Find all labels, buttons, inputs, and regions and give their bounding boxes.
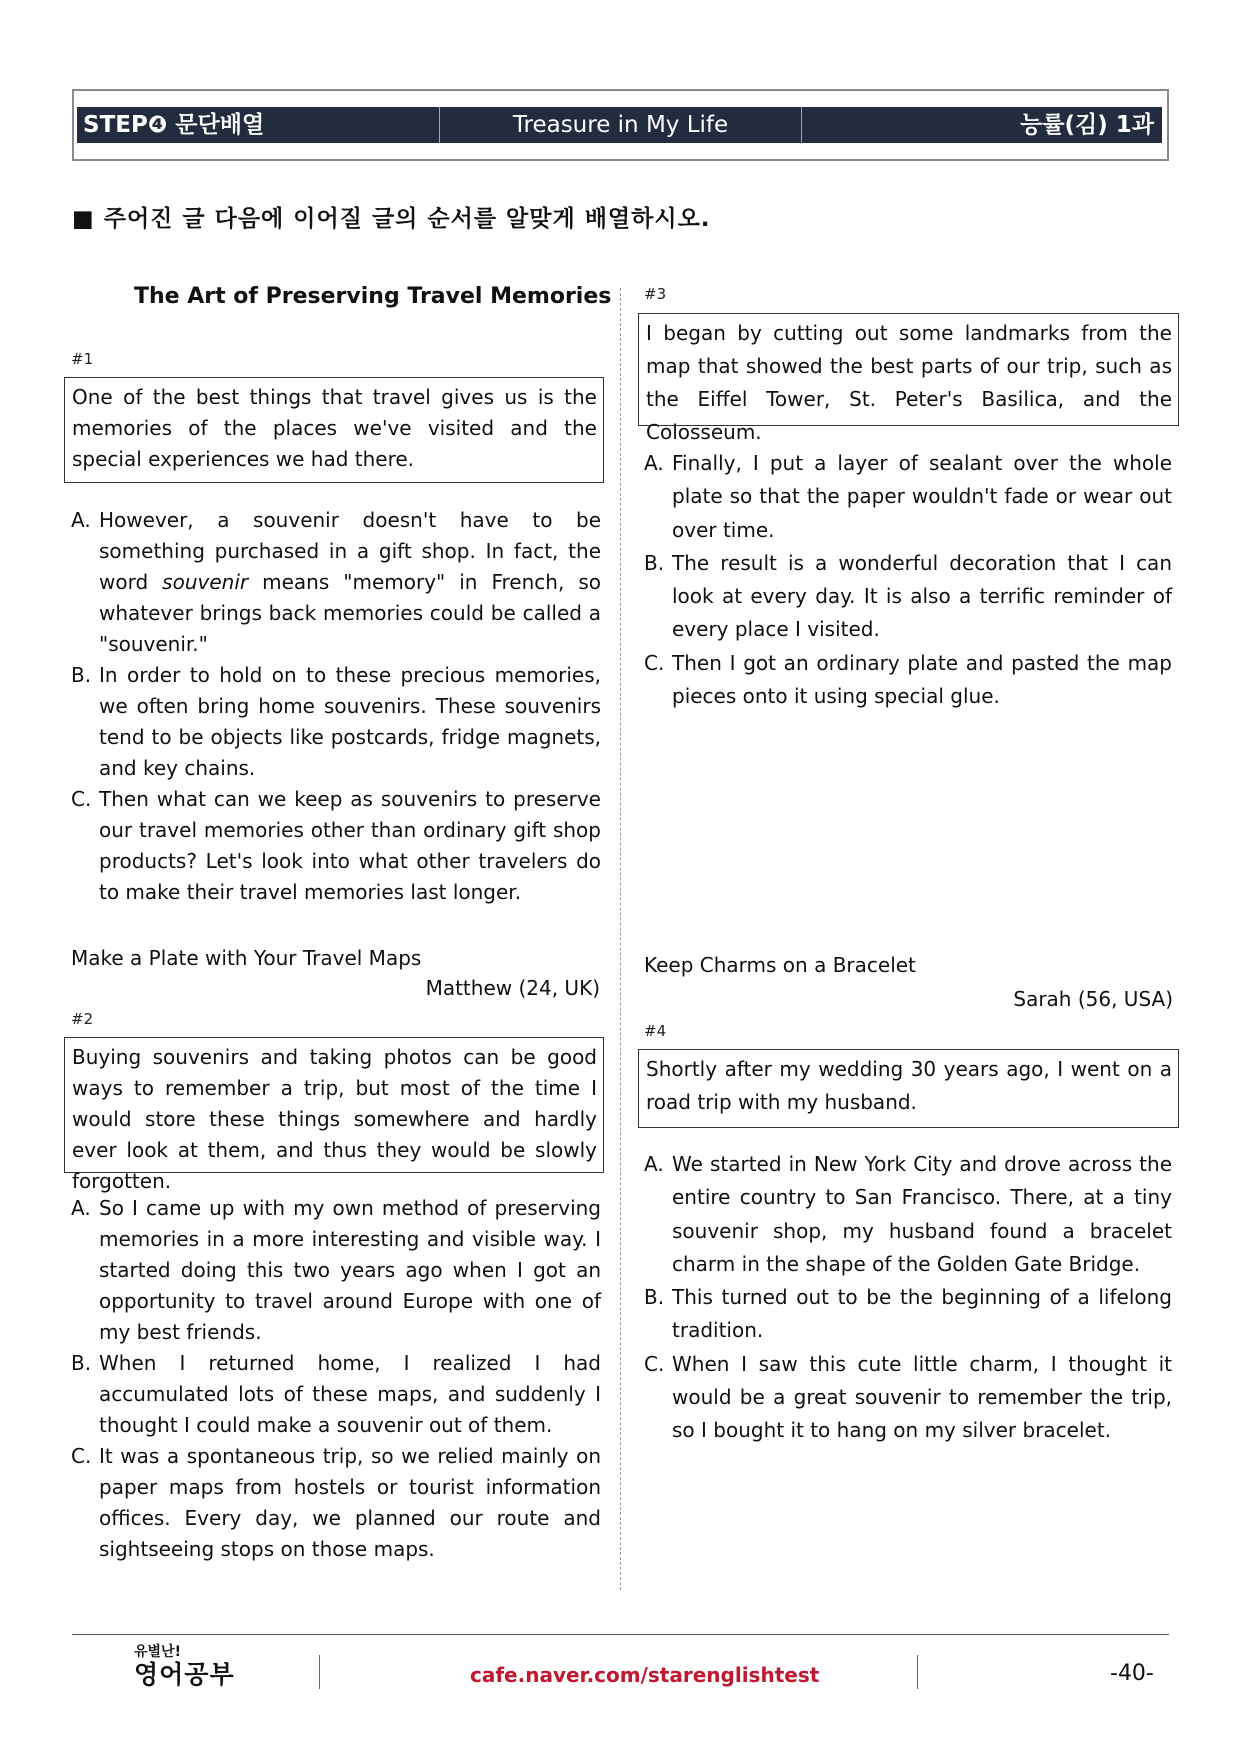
options-group-4	[644, 1148, 1172, 1448]
option-a	[644, 447, 1172, 547]
logo-line-2: 영어공부	[134, 1660, 235, 1689]
given-paragraph-4: Shortly after my wedding 30 years ago, I went on a road trip with my husband.	[638, 1049, 1179, 1128]
option-label: B.	[71, 1351, 92, 1375]
option-label: B.	[71, 663, 92, 687]
instruction: ■ 주어진 글 다음에 이어질 글의 순서를 알맞게 배열하시오.	[72, 206, 711, 232]
paragraph-number-2: #2	[71, 1010, 94, 1028]
header-banner	[77, 107, 1162, 143]
option-a	[71, 1193, 601, 1348]
section-title-bracelet: Keep Charms on a Bracelet	[644, 953, 916, 977]
logo	[134, 1643, 235, 1689]
option-c	[71, 1441, 601, 1565]
option-c	[644, 647, 1172, 714]
given-paragraph-1: One of the best things that travel gives us is the memories of the places we've visited and the special experiences we had there.	[64, 377, 604, 483]
option-text: Then I got an ordinary plate and pasted the map pieces onto it using special glue.	[672, 650, 1172, 709]
paragraph-number-1: #1	[71, 350, 94, 368]
option-text: Then what can we keep as souvenirs to preserve our travel memories other than ordinary gift shop products? Let's look into what other travelers do to make their travel memories last longer.	[99, 787, 601, 904]
option-a	[71, 505, 601, 660]
paragraph-number-3: #3	[644, 285, 667, 303]
option-label: B.	[644, 1285, 665, 1310]
options-group-2	[71, 1193, 601, 1565]
option-text: Finally, I put a layer of sealant over the whole plate so that the paper wouldn't fade or wear out over time.	[672, 451, 1172, 542]
options-group-1	[71, 505, 601, 908]
column-divider	[620, 288, 621, 1590]
option-text: This turned out to be the beginning of a lifelong tradition.	[672, 1285, 1172, 1343]
option-c	[71, 784, 601, 908]
option-label: A.	[644, 1152, 664, 1176]
footer-line	[72, 1634, 1169, 1635]
option-text: The result is a wonderful decoration that I can look at every day. It is also a terrific reminder of every place I visited.	[672, 550, 1172, 642]
option-label: A.	[71, 1196, 91, 1220]
option-text: So I came up with my own method of preserving memories in a more interesting and visible way. I started doing this two years ago when I got an opportunity to travel around Europe with one of my best friends.	[99, 1196, 601, 1344]
option-label: A.	[71, 508, 91, 532]
given-paragraph-3: I began by cutting out some landmarks from the map that showed the best parts of our trip, such as the Eiffel Tower, St. Peter's Basilica, and the Colosseum.	[638, 313, 1179, 426]
italic-word: souvenir	[162, 570, 249, 594]
author-matthew: Matthew (24, UK)	[425, 976, 600, 1000]
option-c	[644, 1348, 1172, 1448]
option-label: C.	[644, 650, 665, 675]
given-paragraph-2: Buying souvenirs and taking photos can be good ways to remember a trip, but most of the time I would store these things somewhere and hardly ever look at them, and thus they would be slowly forgotten.	[64, 1037, 604, 1173]
author-sarah: Sarah (56, USA)	[1013, 987, 1173, 1011]
option-label: C.	[71, 1444, 92, 1468]
section-title-plate: Make a Plate with Your Travel Maps	[71, 946, 422, 970]
option-text: However, a souvenir doesn't have to be something purchased in a gift shop. In fact, the word souvenir means "memory" in French, so whatever brings back memories could be called a "souvenir."	[99, 508, 601, 656]
option-label: C.	[71, 787, 92, 811]
option-label: C.	[644, 1351, 665, 1376]
option-b	[71, 660, 601, 784]
textbook-label: 능률(김) 1과	[1020, 112, 1154, 138]
option-text: It was a spontaneous trip, so we relied mainly on paper maps from hostels or tourist information offices. Every day, we planned our route and sightseeing stops on those maps.	[99, 1444, 601, 1561]
option-a	[644, 1148, 1172, 1281]
option-text: When I returned home, I realized I had accumulated lots of these maps, and suddenly I thought I could make a souvenir out of them.	[99, 1351, 601, 1437]
lesson-title: Treasure in My Life	[440, 107, 802, 143]
option-label: B.	[644, 550, 665, 575]
footer-separator-right	[917, 1655, 918, 1689]
page-number: -40-	[1110, 1661, 1154, 1686]
option-text: In order to hold on to these precious memories, we often bring home souvenirs. These souvenirs tend to be objects like postcards, fridge magnets, and key chains.	[99, 663, 601, 780]
option-b	[644, 547, 1172, 647]
footer-separator-left	[319, 1655, 320, 1689]
option-text: When I saw this cute little charm, I thought it would be a great souvenir to remember the trip, so I bought it to hang on my silver bracelet.	[672, 1351, 1172, 1443]
option-b	[644, 1281, 1172, 1348]
options-group-3	[644, 447, 1172, 713]
passage-title: The Art of Preserving Travel Memories	[134, 284, 612, 309]
option-b	[71, 1348, 601, 1441]
paragraph-number-4: #4	[644, 1022, 667, 1040]
step-label: STEP❹ 문단배열	[77, 107, 440, 143]
logo-line-1: 유별난!	[134, 1644, 181, 1660]
option-label: A.	[644, 451, 664, 475]
cafe-url-link[interactable]: cafe.naver.com/starenglishtest	[470, 1663, 820, 1687]
option-text: We started in New York City and drove across the entire country to San Francisco. There, at a tiny souvenir shop, my husband found a bracelet charm in the shape of the Golden Gate Bridge.	[672, 1152, 1172, 1276]
